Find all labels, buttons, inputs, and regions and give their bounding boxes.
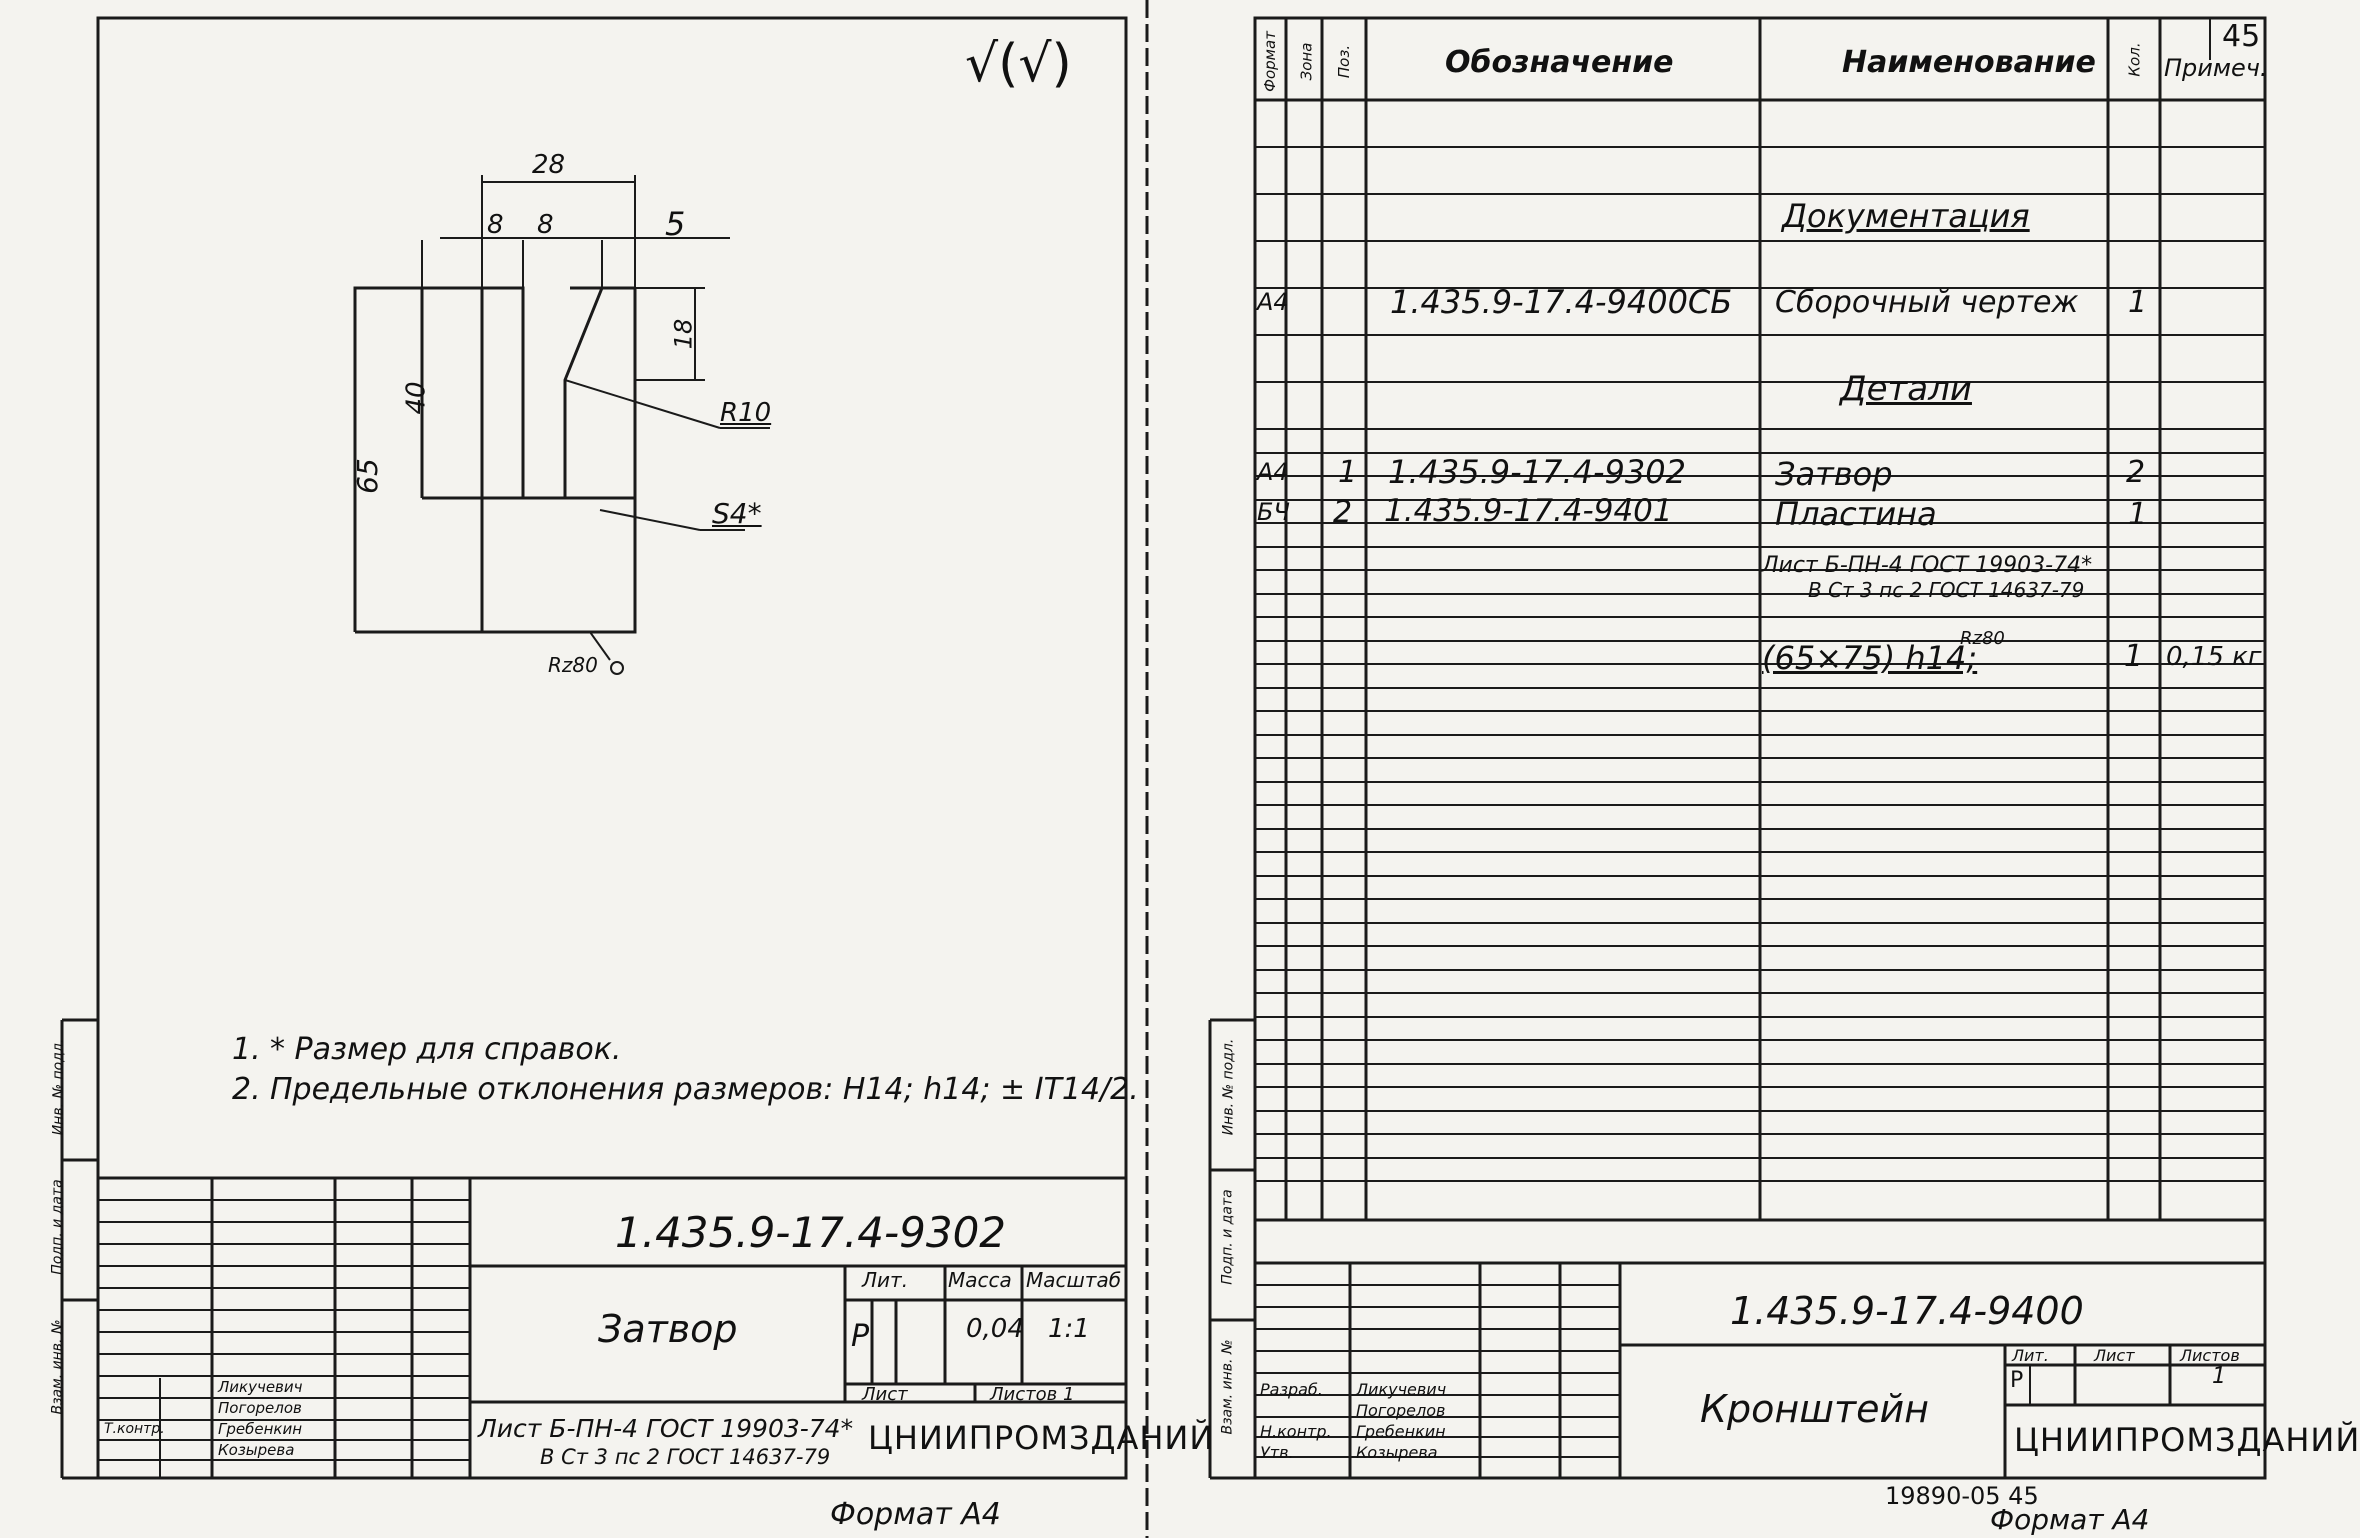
row6-rz: Rz80 xyxy=(1960,628,2005,649)
left-sheets-label: Листов 1 xyxy=(990,1384,1075,1405)
note-1: * Размер для справок. xyxy=(270,1032,622,1067)
row6-name: (65×75) h14; xyxy=(1762,639,1978,677)
section-documentation: Документация xyxy=(1782,197,2030,235)
right-sheets-value: 1 xyxy=(2212,1364,2226,1389)
roughness-mark: √(√) xyxy=(965,34,1072,94)
section-details: Детали xyxy=(1840,369,1972,409)
hdr-pos: Поз. xyxy=(1335,44,1354,79)
row1-name: Сборочный чертеж xyxy=(1775,285,2079,320)
row5-material-2: В Ст 3 пс 2 ГОСТ 14637-79 xyxy=(1808,578,2085,602)
left-hdr-scale: Масштаб xyxy=(1026,1268,1122,1292)
right-org: ЦНИИПРОМЗДАНИЙ xyxy=(2014,1421,2360,1459)
left-role-2: Т.контр. xyxy=(104,1421,165,1437)
hdr-qty: Кол. xyxy=(2125,42,2144,77)
right-designation: 1.435.9-17.4-9400 xyxy=(1730,1289,2084,1333)
left-format: Формат А4 xyxy=(830,1497,1001,1532)
hdr-designation: Обозначение xyxy=(1445,45,1674,80)
right-person-1: Ликучевич xyxy=(1356,1380,1447,1399)
right-role-2: Н.контр. xyxy=(1260,1422,1332,1441)
left-scale-value: 1:1 xyxy=(1048,1314,1090,1344)
left-stamp-1: Инв. № подл. xyxy=(50,1038,67,1136)
hdr-zone: Зона xyxy=(1297,42,1316,81)
note-2: Предельные отклонения размеров: H14; h14; ± IT14/2. xyxy=(270,1072,1139,1107)
left-stamp-3: Взам. инв. № xyxy=(49,1319,66,1415)
dimension-lines xyxy=(350,175,770,677)
left-material-2: В Ст 3 пс 2 ГОСТ 14637-79 xyxy=(540,1445,831,1469)
page-number: 45 xyxy=(2222,19,2261,54)
row3-qty: 2 xyxy=(2126,455,2146,490)
row3-name: Затвор xyxy=(1775,455,1893,493)
left-material-1: Лист Б-ПН-4 ГОСТ 19903-74* xyxy=(478,1414,854,1443)
left-part-name: Затвор xyxy=(598,1307,738,1351)
dim-28: 28 xyxy=(532,150,566,180)
left-sheet-label: Лист xyxy=(862,1384,908,1405)
right-hdr-sheet: Лист xyxy=(2094,1346,2135,1365)
right-hdr-lit: Лит. xyxy=(2012,1346,2049,1365)
archive-number: 19890-05 45 xyxy=(1885,1482,2039,1510)
left-stamp-2: Подп. и дата xyxy=(49,1179,66,1275)
part-outline xyxy=(350,288,635,632)
dim-18: 18 xyxy=(669,318,698,350)
left-person-3: Гребенкин xyxy=(218,1420,303,1438)
left-hdr-mass: Масса xyxy=(948,1268,1012,1292)
row6-note: 0,15 кг xyxy=(2166,642,2262,672)
dim-5: 5 xyxy=(665,205,686,243)
row3-designation: 1.435.9-17.4-9302 xyxy=(1388,453,1686,491)
left-hdr-lit: Лит. xyxy=(862,1268,909,1292)
callout-rz80: Rz80 xyxy=(548,653,598,677)
row4-qty: 1 xyxy=(2128,497,2148,532)
right-person-3: Гребенкин xyxy=(1356,1422,1446,1441)
left-lit-value: Р xyxy=(851,1319,870,1354)
hdr-note: Примеч. xyxy=(2164,54,2268,82)
right-person-4: Козырева xyxy=(1356,1443,1438,1462)
dim-40: 40 xyxy=(401,381,432,415)
row6-qty: 1 xyxy=(2124,639,2144,674)
right-role-1: Разраб. xyxy=(1260,1380,1323,1399)
hdr-name: Наименование xyxy=(1842,45,2096,80)
right-hdr-sheets: Листов xyxy=(2180,1346,2240,1365)
dim-65: 65 xyxy=(350,458,384,494)
row4-name: Пластина xyxy=(1775,495,1937,533)
right-format: Формат А4 xyxy=(1990,1503,2150,1536)
right-part-name: Кронштейн xyxy=(1700,1387,1930,1431)
callout-s4: S4* xyxy=(712,497,762,530)
right-role-3: Утв. xyxy=(1260,1443,1294,1462)
dim-8a: 8 xyxy=(487,210,504,240)
row1-designation: 1.435.9-17.4-9400СБ xyxy=(1390,283,1733,321)
row1-format: А4 xyxy=(1257,288,1289,316)
right-person-2: Погорелов xyxy=(1356,1401,1446,1420)
right-stamp-1: Инв. № подл. xyxy=(1220,1038,1237,1136)
dim-8b: 8 xyxy=(537,210,554,240)
left-org: ЦНИИПРОМЗДАНИЙ xyxy=(868,1419,1215,1457)
left-mass-value: 0,04 xyxy=(966,1314,1024,1344)
row3-pos: 1 xyxy=(1338,455,1358,490)
left-person-4: Козырева xyxy=(218,1441,295,1459)
right-lit-value: Р xyxy=(2010,1368,2024,1393)
hdr-format: Формат xyxy=(1260,31,1279,92)
right-stamp-2: Подп. и дата xyxy=(1219,1189,1236,1285)
right-stamp-3: Взам. инв. № xyxy=(1219,1339,1236,1435)
row1-qty: 1 xyxy=(2128,285,2148,320)
left-person-2: Погорелов xyxy=(218,1399,302,1417)
row4-pos: 2 xyxy=(1333,495,1353,530)
callout-r10: R10 xyxy=(720,398,772,428)
row4-format: БЧ xyxy=(1257,498,1290,526)
row3-format: А4 xyxy=(1257,458,1289,486)
row4-designation: 1.435.9-17.4-9401 xyxy=(1384,493,1673,529)
left-designation: 1.435.9-17.4-9302 xyxy=(615,1208,1007,1257)
left-person-1: Ликучевич xyxy=(218,1378,303,1396)
row5-material-1: Лист Б-ПН-4 ГОСТ 19903-74* xyxy=(1762,553,2093,578)
note-2-number: 2. xyxy=(232,1072,261,1107)
note-1-number: 1. xyxy=(232,1032,261,1067)
